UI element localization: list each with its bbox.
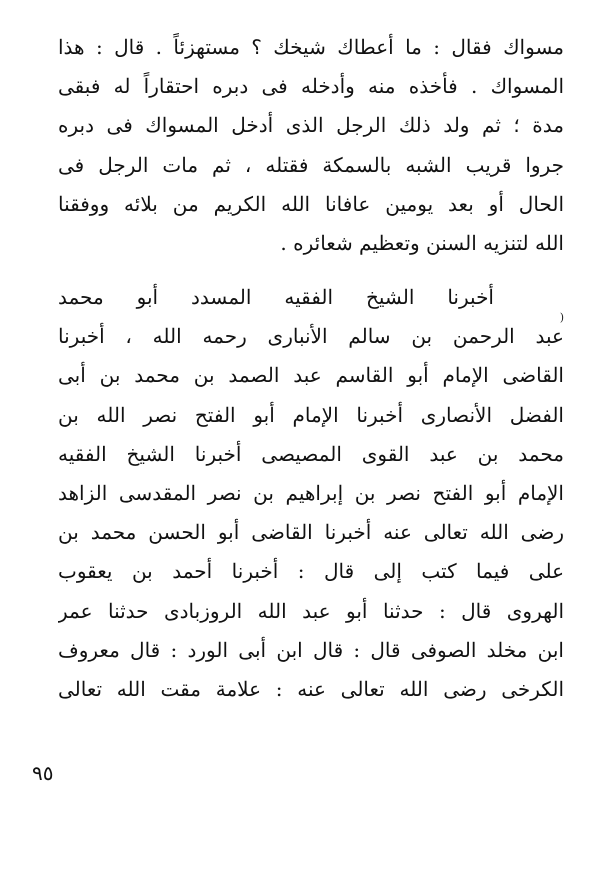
text-line: الله لتنزيه السنن وتعظيم شعائره .	[280, 230, 564, 255]
text-line: المسواك . فأخذه منه وأدخله فى دبره احتقاراً له فبقى	[58, 74, 564, 99]
text-line: الفضل الأنصارى أخبرنا الإمام أبو الفتح نصر الله بن	[58, 402, 564, 427]
text-line: الكرخى رضى الله تعالى عنه : علامة مقت الله تعالى	[58, 676, 564, 701]
page-number: ٩٥	[32, 761, 54, 785]
text-line: الهروى قال : حدثنا أبو عبد الله الروزبادى حدثنا عمر	[58, 598, 564, 623]
paragraph-2	[58, 278, 564, 709]
text-line: على فيما كتب إلى قال : أخبرنا أحمد بن يعقوب	[58, 559, 564, 584]
text-line: مسواك فقال : ما أعطاك شيخك ؟ مستهزئاً . قال : هذا	[58, 35, 564, 59]
text-line: الحال أو بعد يومين عافانا الله الكريم من بلائه ووفقنا	[58, 191, 564, 216]
text-line: رضى الله تعالى عنه أخبرنا القاضى أبو الحسن محمد بن	[58, 520, 564, 545]
text-line: مدة ؛ ثم ولد ذلك الرجل الذى أدخل المسواك فى دبره	[58, 113, 564, 138]
text-line: ابن مخلد الصوفى قال : قال ابن أبى الورد : قال معروف	[58, 637, 564, 662]
text-line: عبد الرحمن بن سالم الأنبارى رحمه الله ، أخبرنا	[58, 324, 564, 349]
paragraph-1	[58, 28, 564, 263]
footnote-mark: (	[559, 311, 564, 324]
text-line: القاضى الإمام أبو القاسم عبد الصمد بن محمد بن أبى	[58, 363, 564, 388]
text-line: جروا قريب الشبه بالسمكة فقتله ، ثم مات الرجل فى	[58, 152, 564, 177]
text-line: محمد بن عبد القوى المصيصى أخبرنا الشيخ الفقيه	[58, 441, 564, 466]
text-line: الإمام أبو الفتح نصر بن إبراهيم بن نصر المقدسى الزاهد	[58, 480, 564, 505]
text-line: أخبرنا الشيخ الفقيه المسدد أبو محمد	[58, 285, 494, 309]
